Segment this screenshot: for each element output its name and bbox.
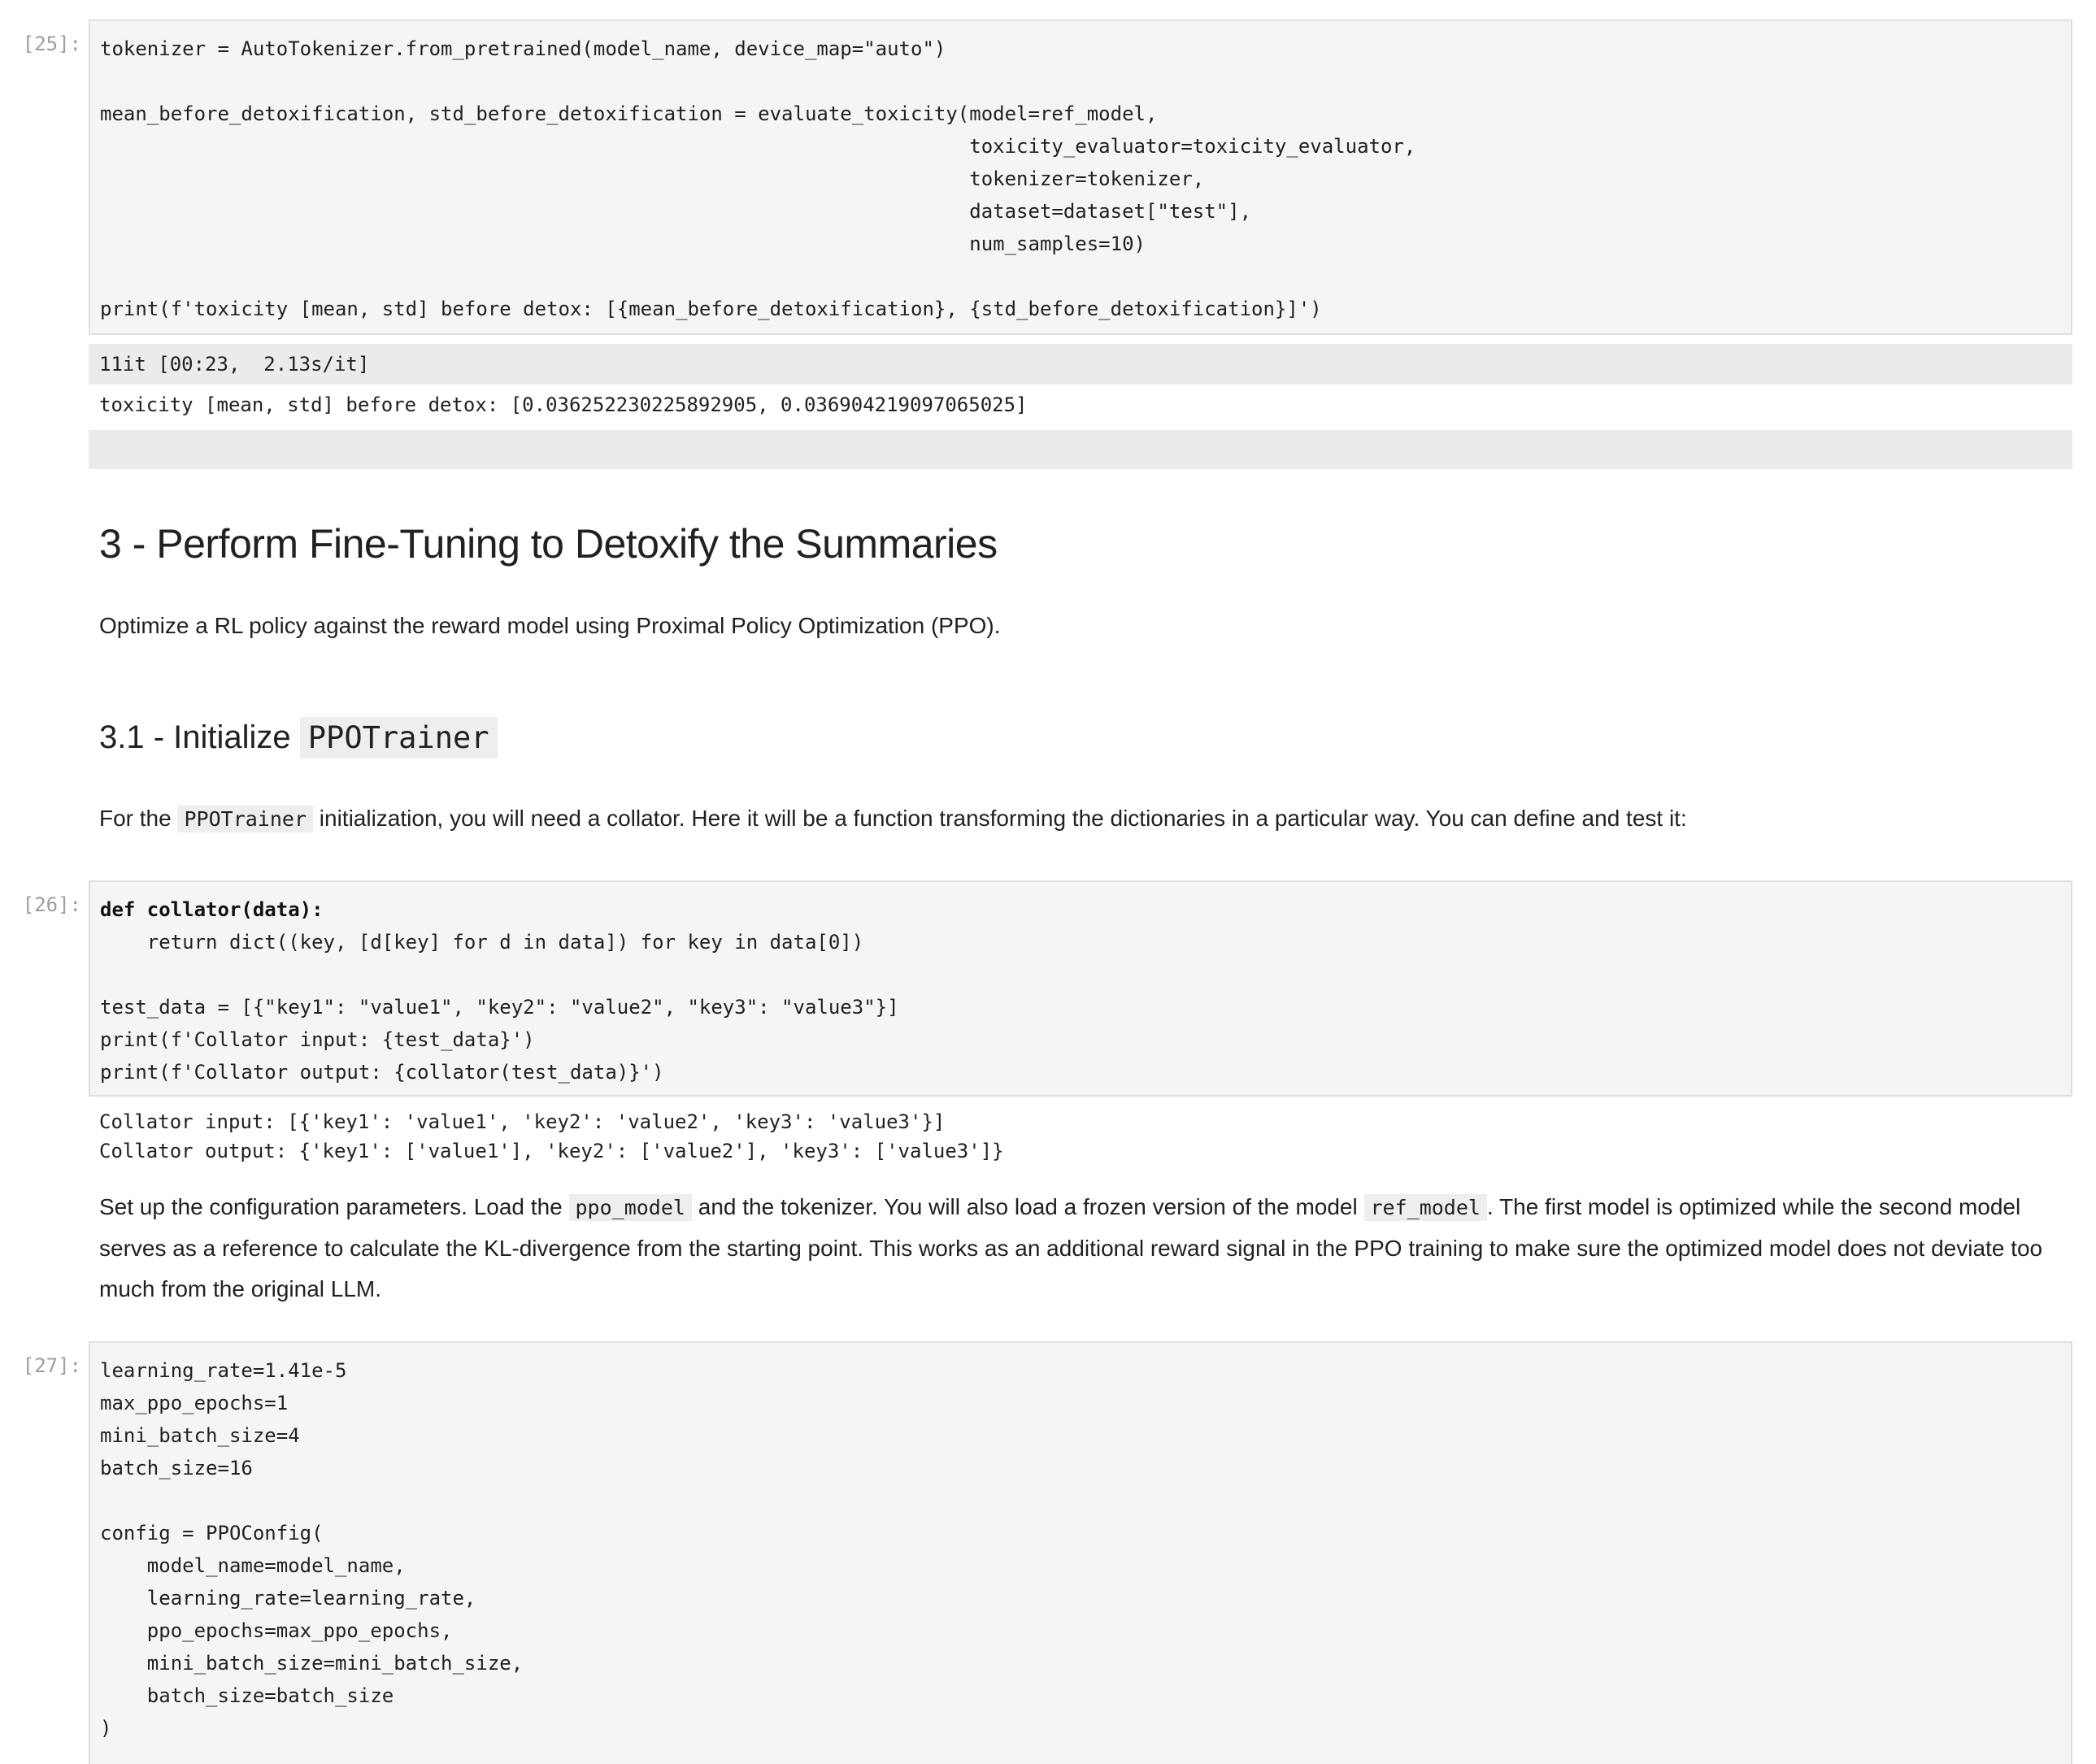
cell-output-26 — [89, 1101, 2072, 1171]
code-line: learning_rate=learning_rate, — [100, 1587, 476, 1610]
inline-code: PPOTrainer — [177, 806, 313, 832]
inline-code: ref_model — [1364, 1194, 1487, 1221]
markdown-cell-section-3-1 — [99, 719, 2067, 756]
code-line: mean_before_detoxification, std_before_detoxification = evaluate_toxicity(model=ref_model, — [100, 102, 1158, 125]
output-stdout: Collator input: [{'key1': 'value1', 'key2': 'value2', 'key3': 'value3'}] — [99, 1110, 946, 1133]
text-span: and the tokenizer. You will also load a frozen version of the model — [691, 1194, 1364, 1219]
cell-prompt-26: [26]: — [22, 893, 81, 916]
text-span: . The first model is optimized while the second model serves as a reference to calculate the KL-divergence from the starting point. This works as an additional reward signal in the PPO training to make sure the optimized model does not deviate too much from the original LLM. — [99, 1194, 2043, 1301]
code-line: dataset=dataset["test"], — [100, 200, 1252, 223]
inline-code: ppo_model — [569, 1194, 692, 1221]
progress-stderr: 11it [00:23, 2.13s/it] — [89, 344, 2072, 385]
cell-prompt-25: [25]: — [22, 33, 81, 55]
code-cell-25[interactable] — [89, 20, 2072, 335]
code-line: print(f'Collator output: {collator(test_data)}') — [100, 1061, 664, 1084]
code-line: model_name=model_name, — [100, 1554, 406, 1577]
output-stdout: Collator output: {'key1': ['value1'], 'key2': ['value2'], 'key3': ['value3']} — [99, 1140, 1004, 1162]
output-stderr-bar — [89, 430, 2072, 469]
code-line: return dict((key, [d[key] for d in data]) for key in data[0]) — [100, 931, 864, 954]
code-cell-26[interactable] — [89, 880, 2072, 1097]
markdown-paragraph-config — [99, 1187, 2067, 1310]
markdown-cell-section-3 — [99, 520, 2067, 567]
code-editor-25[interactable] — [90, 21, 2071, 337]
code-line: num_samples=10) — [100, 232, 1146, 255]
code-line: test_data = [{"key1": "value1", "key2": "value2", "key3": "value3"}] — [100, 996, 899, 1019]
code-line: toxicity_evaluator=toxicity_evaluator, — [100, 135, 1416, 158]
code-line: print(f'toxicity [mean, std] before detox: [{mean_before_detoxification}, {std_before_detoxification}]') — [100, 298, 1322, 320]
markdown-paragraph — [99, 606, 2067, 646]
code-line: mini_batch_size=mini_batch_size, — [100, 1652, 524, 1675]
code-editor-27[interactable] — [90, 1343, 2071, 1756]
section-heading: 3 - Perform Fine-Tuning to Detoxify the Summaries — [99, 521, 998, 567]
code-line: max_ppo_epochs=1 — [100, 1392, 289, 1414]
code-line: mini_batch_size=4 — [100, 1424, 300, 1447]
collator-description — [99, 798, 2067, 840]
cell-output-25 — [89, 344, 2072, 454]
heading-inline-code: PPOTrainer — [300, 717, 498, 758]
code-line: config = PPOConfig( — [100, 1522, 324, 1545]
section-description: Optimize a RL policy against the reward model using Proximal Policy Optimization (PPO). — [99, 613, 1001, 638]
code-cell-27[interactable] — [89, 1341, 2072, 1764]
heading-text: 3.1 - Initialize — [99, 719, 300, 755]
markdown-paragraph-collator — [99, 798, 2067, 840]
text-span: Set up the configuration parameters. Load the — [99, 1194, 569, 1219]
code-line: batch_size=batch_size — [100, 1684, 394, 1707]
code-line: tokenizer=tokenizer, — [100, 167, 1205, 190]
code-line: def collator(data): — [100, 898, 324, 921]
code-line: tokenizer = AutoTokenizer.from_pretrained(model_name, device_map="auto") — [100, 37, 946, 60]
code-line: learning_rate=1.41e-5 — [100, 1359, 347, 1382]
code-line: batch_size=16 — [100, 1457, 253, 1479]
code-line: ppo_epochs=max_ppo_epochs, — [100, 1619, 453, 1642]
output-stdout: toxicity [mean, std] before detox: [0.036252230225892905, 0.036904219097065025] — [99, 393, 1028, 416]
config-description — [99, 1187, 2067, 1310]
text-span: For the — [99, 806, 178, 831]
code-line: print(f'Collator input: {test_data}') — [100, 1028, 535, 1051]
code-editor-26[interactable] — [90, 882, 2071, 1100]
text-span: initialization, you will need a collator. Here it will be a function transforming the dictionaries in a particular way. You can define and test it: — [313, 806, 1687, 831]
code-line: ) — [100, 1717, 112, 1740]
cell-prompt-27: [27]: — [22, 1354, 81, 1377]
subsection-heading — [99, 719, 2067, 756]
